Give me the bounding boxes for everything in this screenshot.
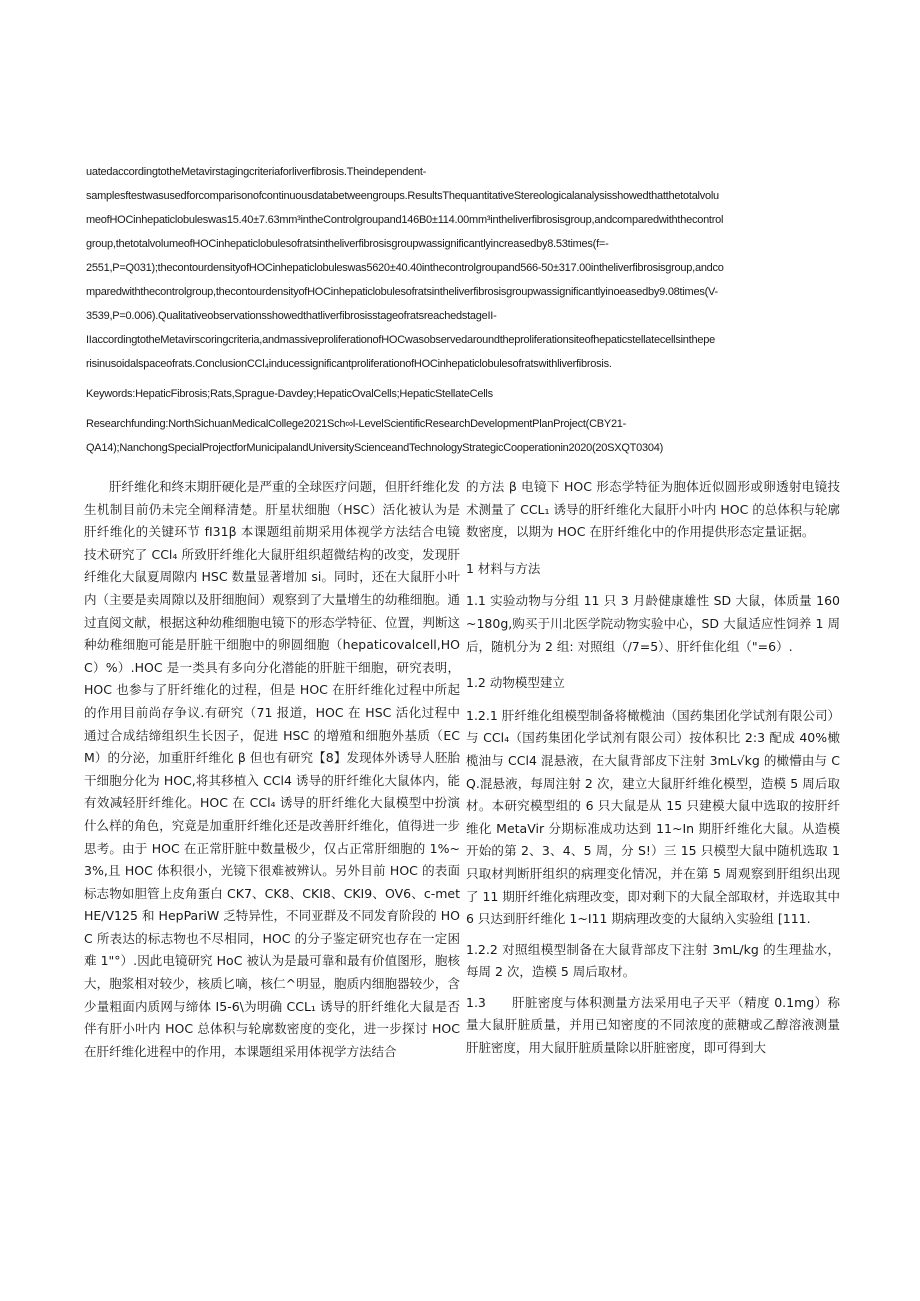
abstract-line: 2551,P=Q031);thecontourdensityofHOCinhepaticlobuleswas5620±40.40inthecontrolgroupand566-50±317.00intheliverfibrosisgroup,andco: [86, 262, 724, 274]
intro-paragraph: 肝纤维化和终末期肝硬化是严重的全球医疗问题，但肝纤维化发生机制目前仍未完全阐释清楚。肝星状细胞（HSC）活化被认为是肝纤维化的关键环节 fI31β 本课题组前期采用体视学方法结合电镜技术研究了 CCl₄ 所致肝纤维化大鼠肝组织超微结构的改变，发现肝纤维化大鼠夏周隙内 HSC 数量显著增加 si。同时，还在大鼠肝小叶内（主要是卖周隙以及肝细胞间）观察到了大量增生的幼稚细胞。通过直阅文献，根据这种幼稚细胞电镜下的形态学特征、位置，判断这种幼稚细胞可能是肝脏干细胞中的卵圆细胞（hepaticovalcell,HOC）%）.HOC 是一类具有多向分化潜能的肝脏干细胞，研究表明，HOC 也参与了肝纤维化的过程，但是 HOC 在肝纤维化过程中所起的作用目前尚存争议.有研究（71 报道，HOC 在 HSC 活化过程中通过合成结缔组织生长因子，促进 HSC 的增殖和细胞外基质（ECM）的分泌，加重肝纤维化 β 但也有研究【8】发现体外诱导人胚胎干细胞分化为 HOC,将其移植入 CCl4 诱导的肝纤维化大鼠体内，能有效减轻肝纤维化。HOC 在 CCl₄ 诱导的肝纤维化大鼠模型中扮演什么样的角色，究竟是加重肝纤维化还是改善肝纤维化，值得进一步思考。由于 HOC 在正常肝脏中数量极少，仅占正常肝细胞的 1%~3%,且 HOC 体积很小，光镜下很难被辨认。另外目前 HOC 的表面标志物如胆管上皮角蛋白 CK7、CK8、CKI8、CKI9、OV6、c-metHE/V125 和 HepPariW 乏特异性，不同亚群及不同发育阶段的 HOC 所表达的标志物也不尽相同，HOC 的分子鉴定研究也存在一定困难 1"°）.因此电镜研究 HoC 被认为是最可靠和最有价值图形，胞核大，胞浆相对较少，核质匕嘀，核仁^明显，胞质内细胞器较少，含少量粗面内质网与缔体 I5-6\为明确 CCL₁ 诱导的肝纤维化大鼠是否伴有肝小叶内 HOC 总体积与轮廓数密度的变化，进一步探讨 HOC 在肝纤维化进程中的作用，本课题组采用体视学方法结合: [84, 479, 460, 1059]
body-column-right: [466, 476, 840, 1068]
abstract-line: mparedwiththecontrolgroup,thecontourdensityofHOCinhepaticlobulesofratsintheliverfibrosisgroupwassignificantlyinoeasedby9.08times(V-: [86, 286, 718, 298]
subsection-control-model: 1.2.2 对照组模型制备在大鼠背部皮下注射 3mL/kg 的生理盐水，每周 2 次，造模 5 周后取材。: [466, 941, 840, 980]
section-heading-methods: 1 材料与方法: [466, 560, 541, 576]
keywords: Keywords:HepaticFibrosis;Rats,Sprague-Davdey;HepaticOvalCells;HepaticStellateCells: [86, 388, 493, 400]
abstract-english: [86, 160, 846, 460]
subsection-fibrosis-model: 1.2.1 肝纤维化组模型制备将橄榄油（国药集团化学试剂有限公司）与 CCl₄（国药集团化学试剂有限公司）按体积比 2:3 配成 40%橄榄油与 CCl4 混悬液，在大鼠背部皮下注射 3mL√kg 的橄懵由与 CQ.混悬液，每周注射 2 次，建立大鼠肝纤维化模型，造模 5 周后取材。本研究模型组的 6 只大鼠是从 15 只建模大鼠中选取的按肝纤维化 MetaVir 分期标准成功达到 11~In 期肝纤维化大鼠。从造模开始的第 2、3、4、5 周，分 S!）三 15 只模型大鼠中随机选取 1 只取材判断肝组织的病理变化情况，并在第 5 周观察到肝组织出现了 11 期肝纤维化病理改变，即对剩下的大鼠全部取材，并选取其中 6 只达到肝纤维化 1~I11 期病理改变的大鼠纳入实验组 [111.: [466, 707, 840, 927]
subsection-animals: 1.1 实验动物与分组 11 只 3 月龄健康雄性 SD 大鼠，体质量 160~180g,购买于川北医学院动物实验中心，SD 大鼠适应性饲养 1 周后，随机分为 2 组: 对照组（/7=5）、肝纤隹化组（"=6）.: [466, 593, 840, 654]
abstract-line: IIaccordingtotheMetavirscoringcriteria,andmassiveproliferationofHOCwasobservedaroundtheproliferationsiteofhepaticstellatecellsinthepe: [86, 334, 715, 346]
abstract-line: 3539,P=0.006).QualitativeobservationsshowedthatliverfibrosisstageofratsreachedstageII-: [86, 310, 497, 322]
abstract-line: samplesftestwasusedforcomparisonofcontinuousdatabetweengroups.ResultsThequantitativeStereologicalanalysisshowedthatthetotalvolu: [86, 190, 719, 202]
subsection-liver-density: 1.3 肝脏密度与体积测量方法采用电子天平（精度 0.1mg）称量大鼠肝脏质量，并用已知密度的不同浓度的蔗糖或乙醇溶液测量肝脏密度，用大鼠肝脏质量除以肝脏密度，即可得到大: [466, 994, 840, 1056]
funding-line: Researchfunding:NorthSichuanMedicalCollege2021Sch∞l-LevelScientificResearchDevelopmentPlanProject(CBY21-: [86, 418, 627, 430]
body-column-left: [84, 476, 460, 1063]
subsection-model-heading: 1.2 动物模型建立: [466, 675, 565, 691]
abstract-line: risinusoidalspaceofrats.ConclusionCCl₄inducessignificantproliferationofHOCinhepaticlobulesofratswithliverfibrosis.: [86, 358, 612, 370]
intro-continuation: 的方法 β 电镜下 HOC 形态学特征为胞体近似圆形或卵透射电镜技术测量了 CCL₁ 诱导的肝纤维化大鼠肝小叶内 HOC 的总体积与轮廓数密度，以期为 HOC 在肝纤维化中的作用提供形态定量证据。: [466, 479, 840, 540]
abstract-line: meofHOCinhepaticlobuleswas15.40±7.63mm³intheControlgroupand146B0±114.00mm³intheliverfibrosisgroup,andcomparedwiththecontrol: [86, 214, 724, 226]
abstract-line: uatedaccordingtotheMetavirstagingcriteriaforliverfibrosis.Theindependent-: [86, 166, 427, 178]
funding-line: QA14);NanchongSpecialProjectforMunicipalandUniversityScienceandTechnologyStrategicCooperationin2020(20SXQT0304): [86, 442, 663, 454]
abstract-line: group,thetotalvolumeofHOCinhepaticlobulesofratsintheliverfibrosisgroupwassignificantlyincreasedby8.53times(f=-: [86, 238, 609, 250]
